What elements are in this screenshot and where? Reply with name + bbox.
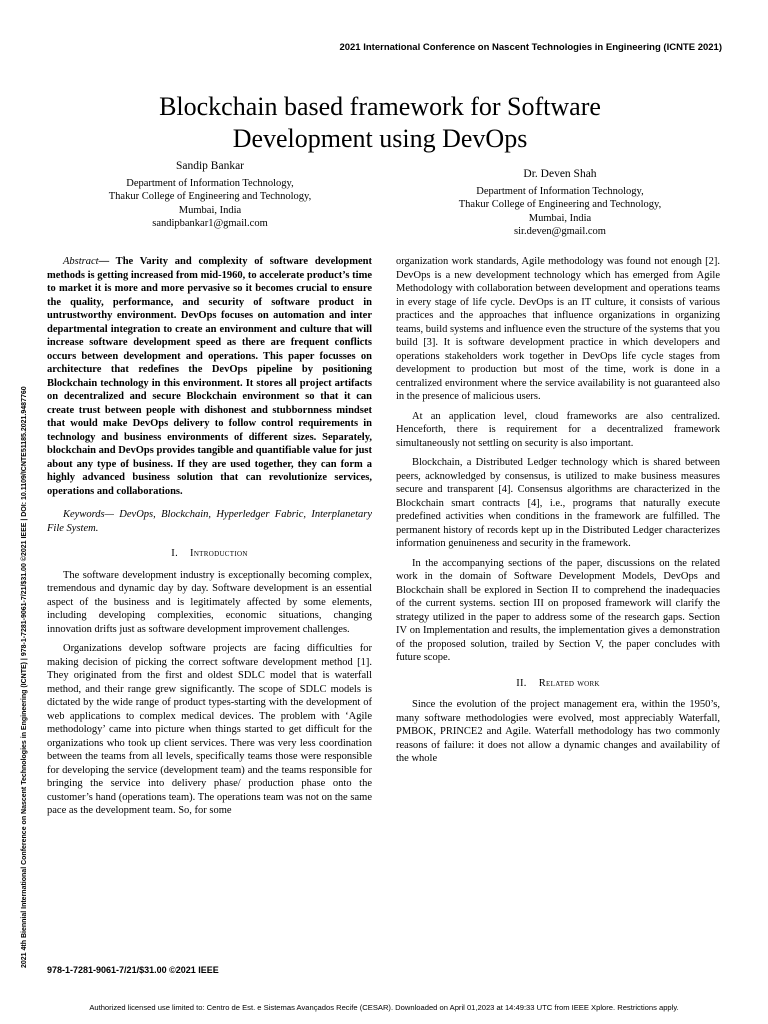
title-line-1: Blockchain based framework for Software xyxy=(159,92,601,122)
author-email: sandipbankar1@gmail.com xyxy=(152,218,268,229)
author-city: Mumbai, India xyxy=(528,212,592,224)
section-number: I. xyxy=(171,548,179,559)
abstract xyxy=(47,255,372,498)
license-notice: Authorized licensed use limited to: Centro de Est. e Sistemas Avançados Recife (CESAR). Downloaded on April 01,2023 at 14:49:33 UTC from IEEE Xplore. Restrictions apply. xyxy=(89,1003,679,1012)
author-college: Thakur College of Engineering and Technology, xyxy=(108,191,312,202)
author-name: Dr. Deven Shah xyxy=(523,168,597,180)
author-email: sir.deven@gmail.com xyxy=(514,226,606,237)
conference-header: 2021 International Conference on Nascent Technologies in Engineering (ICNTE 2021) xyxy=(339,42,722,53)
author-block-2 xyxy=(395,168,725,239)
paragraph: Since the evolution of the project management era, within the 1950’s, many software methodologies were evolved, most appreciably Waterfall, PMBOK, PRINCE2 and Agile. Waterfall methodology has two commonly reasons of failure: it does not allow a dynamic changes and availability of the whole xyxy=(396,699,720,764)
paragraph: In the accompanying sections of the paper, discussions on the related work in the domain of Software Development Models, DevOps and Blockchain shall be explored in Section II to comprehend the inadequacies of the current systems. section III on proposed framework will clarify the strategy utilized in the paper to address some of the research gaps. Section IV on Implementation and results, the implementation gives a demonstration of the proposed solution, trailed by Section V, the paper concludes with future scope. xyxy=(396,557,720,663)
paragraph: At an application level, cloud frameworks are also centralized. Henceforth, there is requirement for a decentralized framework simultaneously not settling on security is also important. xyxy=(396,410,720,449)
left-column xyxy=(47,255,372,824)
author-department: Department of Information Technology, xyxy=(126,177,294,189)
right-column xyxy=(396,255,720,772)
author-block-1 xyxy=(50,160,370,231)
paragraph: organization work standards, Agile methodology was found not enough [2]. DevOps is a new development technology which has emerged from Agile Methodology with collaboration between development and operations teams in every stage of life cycle. DevOps is an IT culture, it consists of various practices and the approaches that influence organizations in organizing teams, build systems and influence even the structure of the systems that you build [3]. It is software development practice in which developers and operations stakeholders work together in DevOps life cycle stages from development to production but most of the time, work is done in a centralized environment where the service availability is not guaranteed also in the presence of malicious users. xyxy=(396,256,720,402)
author-college: Thakur College of Engineering and Technology, xyxy=(458,199,662,210)
abstract-text: — The Varity and complexity of software development methods is getting increased from mid-1960, to accelerate product’s time to market it is more and more pervasive so it becomes crucial to ensure the quality, performance, and security of software product in untrustworthy environment. DevOps focuses on automation and inter departmental integration to create an environment and culture that will increase software development speed as there are frequent conflicts occurs between development and operations. This paper focusses on architecture that redefines the DevOps pipeline by positioning Blockchain technology in this environment. It stores all project artifacts on decentralized and secure Blockchain environment so that it can create trust between people with dishonest and stubbornness mindset that would make DevOps delivery to follow control requirements in technology and business environments of different sizes. Separately, blockchain and DevOps provides tangible and quantifiable value for just about any type of business. If they are used together, they can form a highly advanced business solution that can revolutionize services, operations and collaborations. xyxy=(47,256,372,497)
side-citation-text: 2021 4th Biennial International Conference on Nascent Technologies in Engineering (ICNTE) | 978-1-7281-9061-7/21/$31.00 ©2021 IEEE | DOI: 10.1109/ICNTE51185.2021.9487760 xyxy=(21,386,28,968)
section-heading-introduction xyxy=(47,547,372,561)
abstract-label: Abstract xyxy=(63,256,99,267)
section-heading-related-work xyxy=(396,677,720,691)
title-line-2: Development using DevOps xyxy=(232,124,528,154)
paragraph: Organizations develop software projects are facing difficulties for making decision of picking the correct software development method [1]. They originated from the first and oldest SDLC model that is waterfall method, and their range grew significantly. The scope of SDLC models is dictated by the wide range of product types-starting with the development of web applications to complex medical devices. The problem with ‘Agile methodology’ came into picture when things started to get difficult for the organizations who took up client services. There was very less coordination between the teams from all levels, specifically teams those were responsible for developing the service (development team) and the teams responsible for bringing the service into delivery phase/ production phase onto the customer’s hand (operations team). The operations team was not on the same pace as the development team. So, for some xyxy=(47,643,372,816)
paper-title xyxy=(60,91,700,155)
footer-isbn: 978-1-7281-9061-7/21/$31.00 ©2021 IEEE xyxy=(47,965,219,975)
paragraph: Blockchain, a Distributed Ledger technology which is shared between peers, acknowledged by consensus, is utilized to make business measures secure and transparent [4]. Consensus algorithms are characterized in the Blockchain smart contracts [4], i.e., programs that naturally execute predefined activities when conditions in the framework are fulfilled. The permanent history of records kept up in the Distributed Ledger characterizes information genuineness and security in the framework. xyxy=(396,457,720,549)
paragraph: The software development industry is exceptionally becoming complex, tremendous and dynamic day by day. Software development is an essential aspect of the business and is legitimately affected by some elements, including developing complexities, economic situations, changing innovation drifts just as software development improvement challenges. xyxy=(47,569,372,635)
section-title: Related work xyxy=(538,677,600,689)
section-number: II. xyxy=(516,677,527,689)
section-title: Introduction xyxy=(190,548,248,559)
author-department: Department of Information Technology, xyxy=(476,185,644,197)
author-name: Sandip Bankar xyxy=(175,160,245,172)
keywords: Keywords— DevOps, Blockchain, Hyperledger Fabric, Interplanetary File System. xyxy=(47,509,372,534)
author-city: Mumbai, India xyxy=(178,204,242,216)
